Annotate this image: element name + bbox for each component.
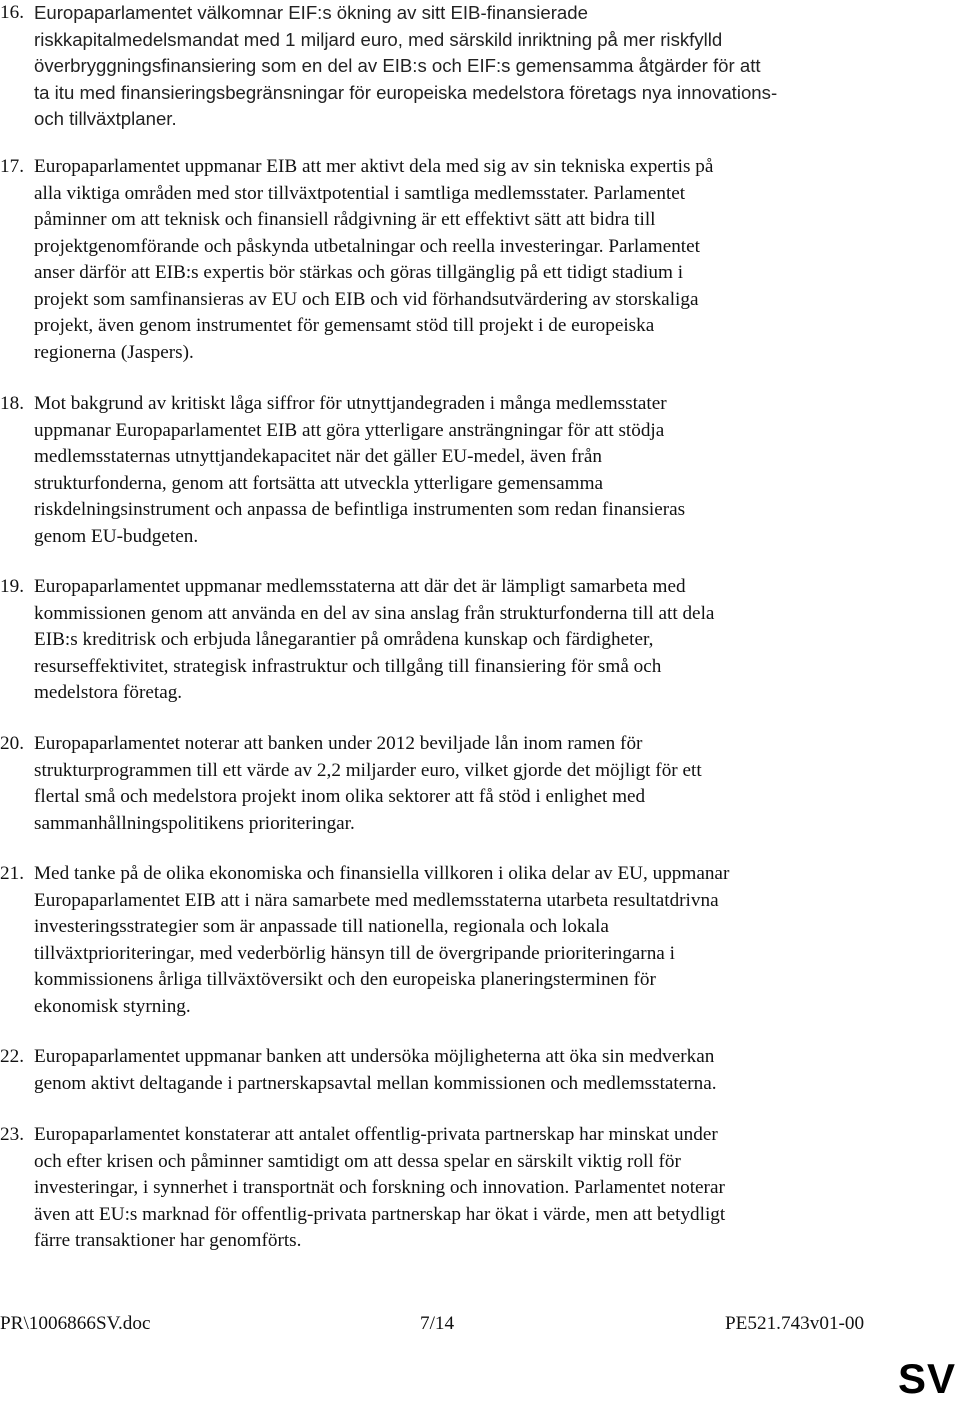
text-line: medelstora företag. — [34, 682, 183, 703]
text-line: ekonomisk styrning. — [34, 995, 191, 1017]
text-line: alla viktiga områden med stor tillväxtpotential i samtliga medlemsstater. Parlamentet — [34, 182, 686, 204]
text-line: Europaparlamentet konstaterar att antalet offentlig-privata partnerskap har minskat under — [34, 1124, 718, 1145]
paragraph-23 — [0, 1122, 900, 1255]
text-line: projektgenomförande och påskynda utbetalningar och reella investeringar. Parlamentet — [34, 235, 700, 257]
paragraph-number: 16. — [0, 2, 24, 23]
paragraph-number: 19. — [0, 576, 24, 597]
text-line: riskdelningsinstrument och anpassa de befintliga instrumenten som redan finansieras — [34, 499, 686, 520]
pe-reference: PE521.743v01-00 — [725, 1313, 865, 1334]
text-line: Europaparlamentet välkomnar EIF:s ökning av sitt EIB-finansierade — [34, 2, 588, 23]
text-line: Europaparlamentet uppmanar EIB att mer aktivt dela med sig av sin tekniska expertis på — [34, 156, 714, 177]
paragraph-text — [34, 1044, 900, 1097]
paragraph-text — [34, 1122, 900, 1255]
paragraph-text — [34, 154, 900, 366]
paragraph-18 — [0, 391, 900, 550]
text-line: ta itu med finansieringsbegränsningar för europeiska medelstora företags nya innovations- — [34, 81, 778, 103]
text-line: genom aktivt deltagande i partnerskapsavtal mellan kommissionen och medlemsstaterna. — [34, 1072, 717, 1094]
paragraph-text — [34, 574, 900, 707]
text-line: genom EU-budgeten. — [34, 525, 199, 547]
text-line: resurseffektivitet, strategisk infrastruktur och tillgång till finansiering för små och — [34, 655, 662, 677]
paragraph-number: 18. — [0, 393, 24, 414]
text-line: regionerna (Jaspers). — [34, 341, 194, 363]
paragraph-text — [34, 0, 900, 133]
text-line: och efter krisen och påminner samtidigt om att dessa spelar en särskilt viktig roll för — [34, 1150, 681, 1172]
text-line: projekt som samfinansieras av EU och EIB och vid förhandsutvärdering av storskaliga — [34, 288, 699, 310]
text-line: EIB:s kreditrisk och erbjuda lånegarantier på områdena kunskap och färdigheter, — [34, 629, 654, 650]
paragraph-19 — [0, 574, 900, 707]
text-line: medlemsstaternas utnyttjandekapacitet när det gäller EU-medel, även från — [34, 446, 602, 467]
text-line: anser därför att EIB:s expertis bör stärkas och göras tillgänglig på ett tidigt stadium i — [34, 262, 684, 283]
text-line: påminner om att teknisk och finansiell rådgivning är ett effektivt sätt att bidra till — [34, 209, 656, 230]
text-line: sammanhållningspolitikens prioriteringar. — [34, 812, 355, 834]
text-line: överbryggningsfinansiering som en del av EIB:s och EIF:s gemensamma åtgärder för att — [34, 55, 761, 76]
page-number: 7/14 — [420, 1313, 455, 1334]
text-line: och tillväxtplaner. — [34, 108, 177, 129]
text-line: uppmanar Europaparlamentet EIB att göra ytterligare ansträngningar för att stödja — [34, 419, 665, 441]
text-line: projekt, även genom instrumentet för gemensamt stöd till projekt i de europeiska — [34, 315, 655, 336]
text-line: Europaparlamentet noterar att banken under 2012 beviljade lån inom ramen för — [34, 733, 643, 754]
text-line: Europaparlamentet uppmanar banken att undersöka möjligheterna att öka sin medverkan — [34, 1046, 715, 1067]
paragraph-16 — [0, 0, 900, 133]
text-line: strukturprogrammen till ett värde av 2,2 miljarder euro, vilket gjorde det möjligt för ett — [34, 759, 702, 781]
text-line: kommissionen genom att använda en del av sina anslag från strukturfonderna till att dela — [34, 602, 715, 624]
text-line: Med tanke på de olika ekonomiska och finansiella villkoren i olika delar av EU, uppmanar — [34, 863, 730, 884]
paragraph-21 — [0, 861, 900, 1020]
text-line: färre transaktioner har genomförts. — [34, 1230, 302, 1251]
text-line: flertal små och medelstora projekt inom olika sektorer att få stöd i enlighet med — [34, 786, 646, 807]
text-line: riskkapitalmedelsmandat med 1 miljard euro, med särskild inriktning på mer riskfylld — [34, 28, 723, 50]
text-line: Europaparlamentet EIB att i nära samarbete med medlemsstaterna utarbeta resultatdrivna — [34, 889, 719, 911]
text-line: Europaparlamentet uppmanar medlemsstaterna att där det är lämpligt samarbeta med — [34, 576, 686, 597]
text-line: tillväxtprioriteringar, med vederbörlig hänsyn till de övergripande prioriteringarna i — [34, 942, 675, 964]
paragraph-text — [34, 861, 900, 1020]
paragraph-17 — [0, 154, 900, 366]
paragraph-number: 23. — [0, 1124, 24, 1145]
text-line: kommissionens årliga tillväxtöversikt och den europeiska planeringsterminen för — [34, 969, 656, 990]
paragraph-20 — [0, 731, 900, 837]
document-reference: PR\1006866SV.doc — [0, 1313, 151, 1334]
paragraph-number: 22. — [0, 1046, 24, 1067]
text-line: investeringsstrategier som är anpassade till nationella, regionala och lokala — [34, 916, 609, 937]
paragraph-number: 21. — [0, 863, 24, 884]
text-line: även att EU:s marknad för offentlig-privata partnerskap har ökat i värde, men att betydligt — [34, 1203, 726, 1225]
paragraph-text — [34, 391, 900, 550]
paragraph-22 — [0, 1044, 900, 1097]
text-line: strukturfonderna, genom att fortsätta att utveckla ytterligare gemensamma — [34, 472, 604, 494]
text-line: Mot bakgrund av kritiskt låga siffror för utnyttjandegraden i många medlemsstater — [34, 393, 667, 414]
language-badge: SV — [898, 1355, 957, 1402]
paragraph-number: 17. — [0, 156, 24, 177]
paragraph-text — [34, 731, 900, 837]
paragraph-number: 20. — [0, 733, 24, 754]
text-line: investeringar, i synnerhet i transportnät och forskning och innovation. Parlamentet noterar — [34, 1177, 725, 1198]
